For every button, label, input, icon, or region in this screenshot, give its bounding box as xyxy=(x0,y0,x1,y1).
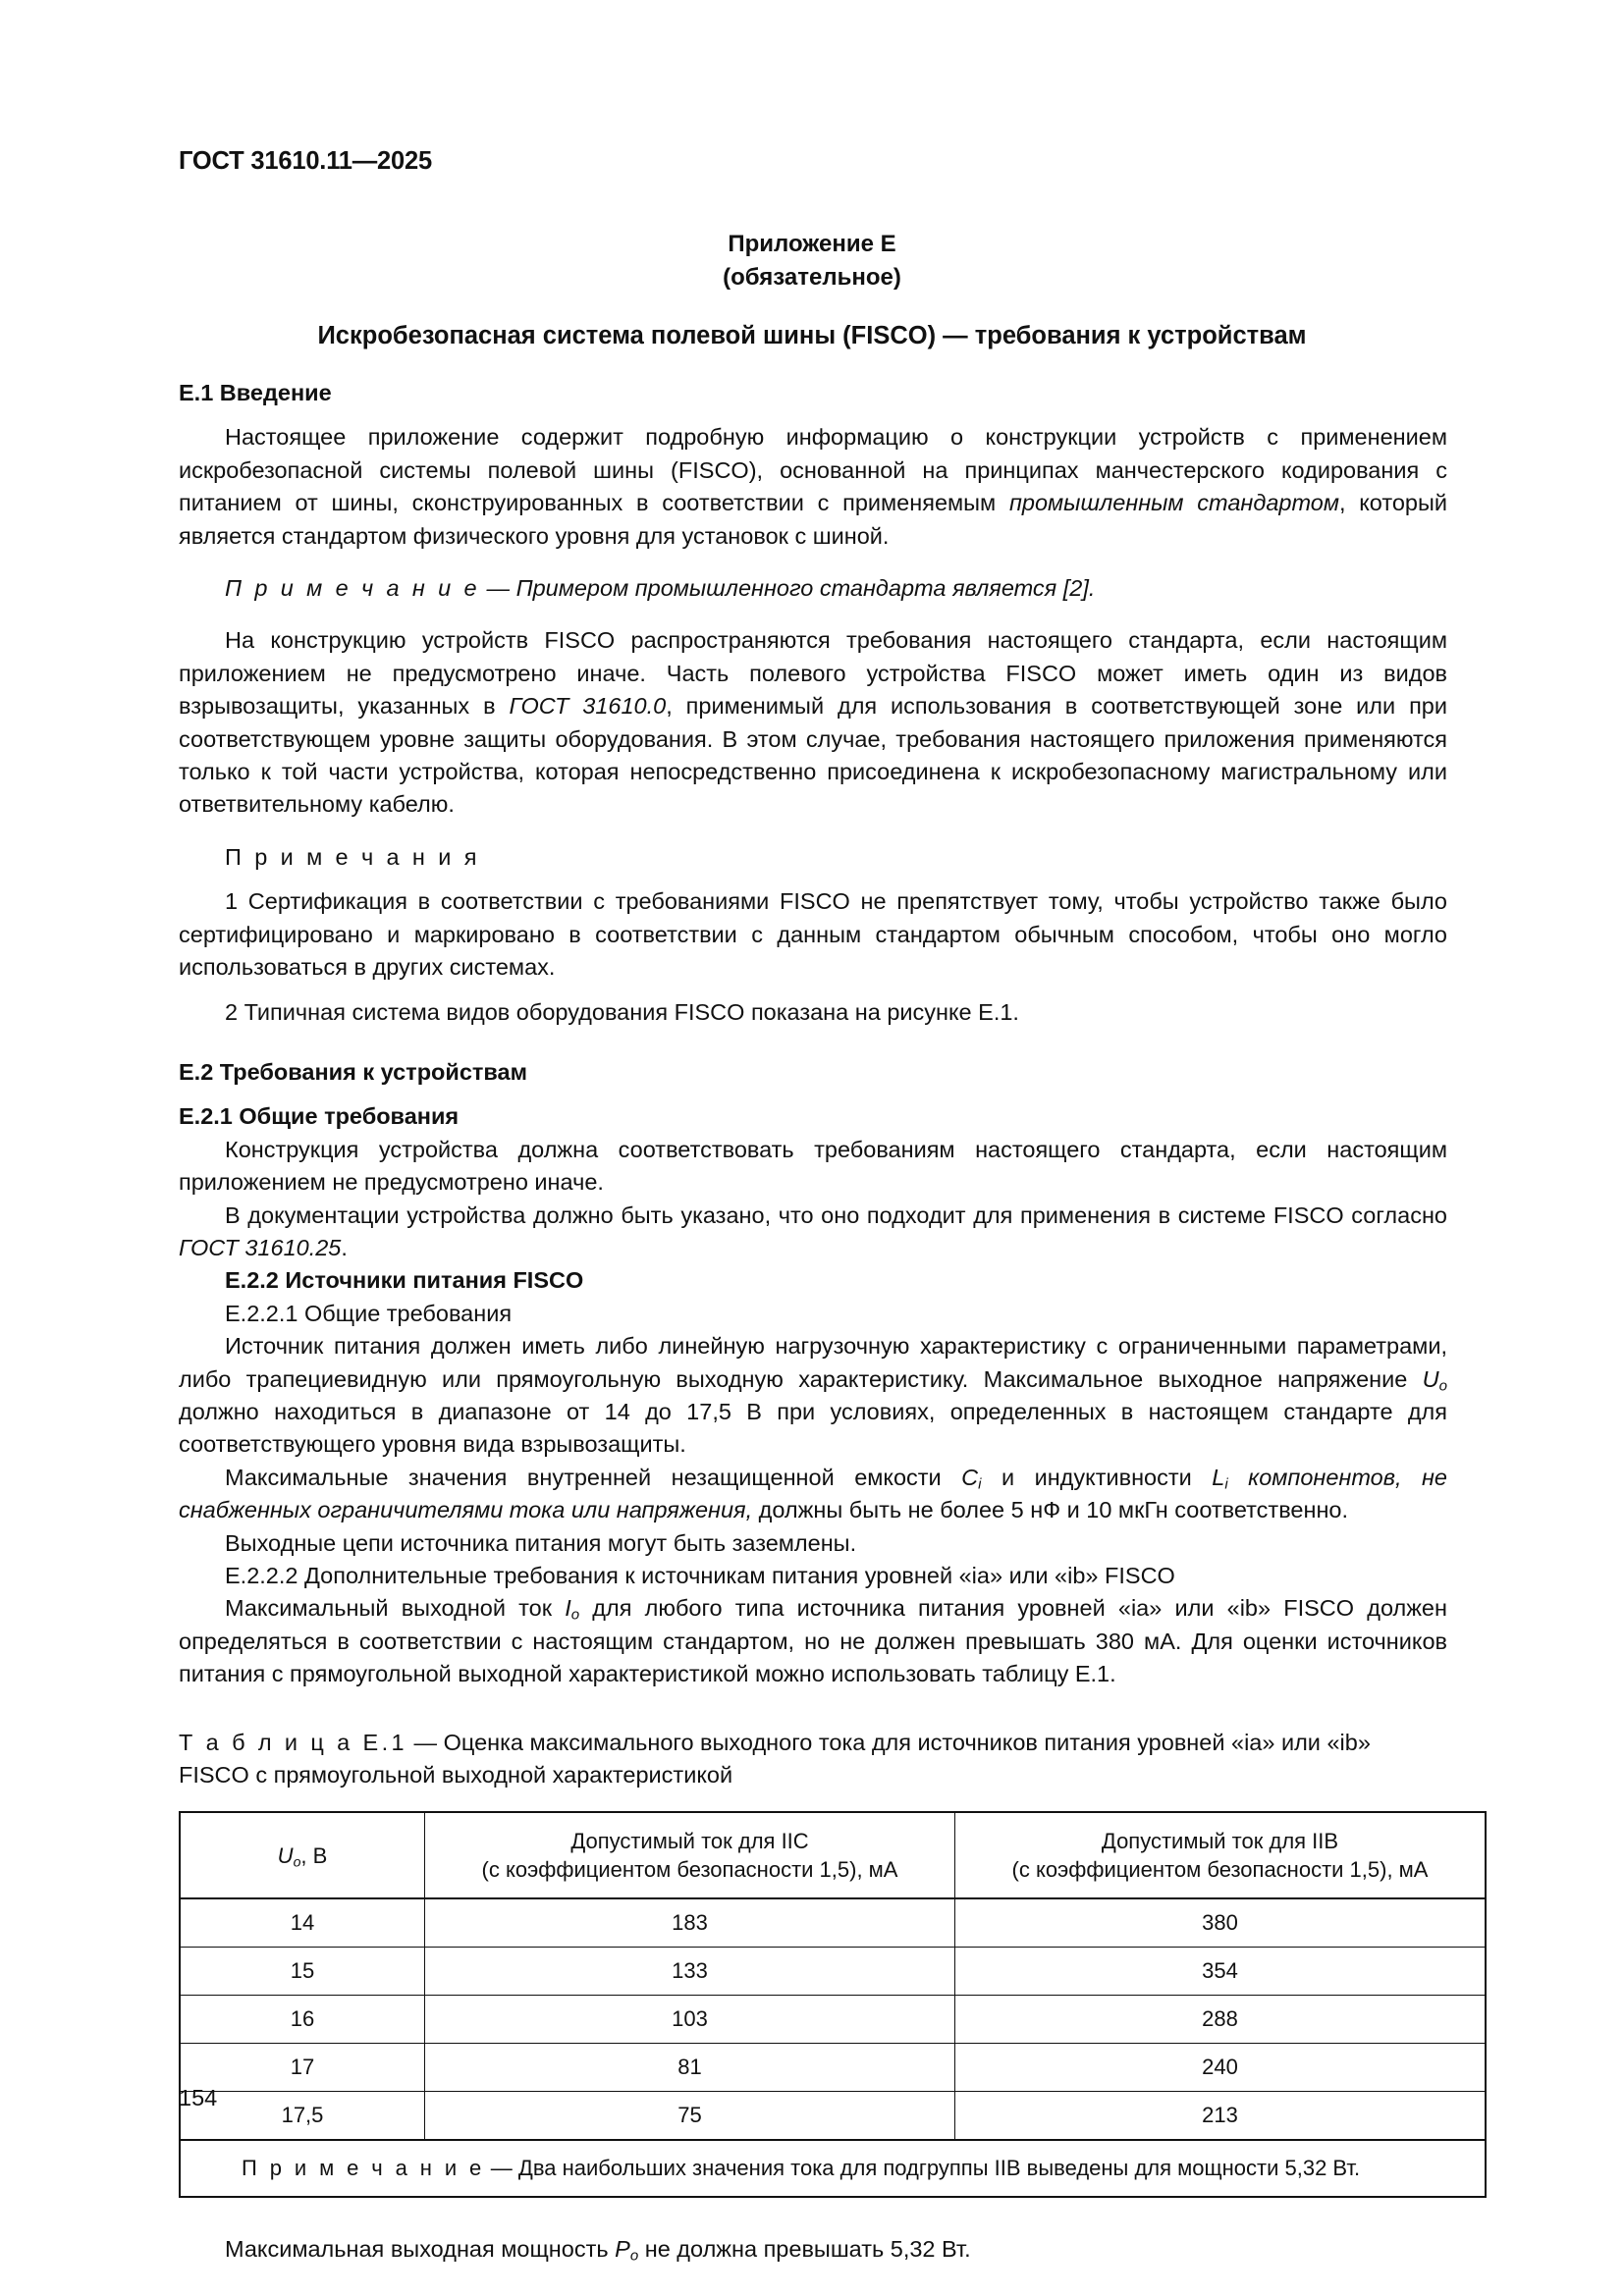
variable-ci: $C_i$ xyxy=(961,1464,982,1493)
text-run: не должна превышать 5,32 Вт. xyxy=(638,2236,971,2263)
heading-e2-2-2: E.2.2.2 Дополнительные требования к источникам питания уровней «ia» или «ib» FISCO xyxy=(225,1563,1175,1588)
cell-iib: 380 xyxy=(955,1898,1487,1948)
cell-uo: 15 xyxy=(180,1948,425,1996)
text-run: , применимый для использования в соответствующей зоне или при соответствующем уровне защиты оборудования. В этом случае, требования настоящего приложения применяются только к той части устройства, которая непосредственно присоединена к искробезопасному магистральному или ответвительному кабелю. xyxy=(179,693,1447,818)
table-caption-text: Оценка максимального выходного тока для источников питания уровней «ia» или «ib» FISCO с прямоугольной выходной характеристикой xyxy=(179,1729,1371,1789)
text-run: Настоящее приложение содержит подробную информацию о конструкции устройств с применением искробезопасной системы полевой шины (FISCO), основанной на принципах манчестерского кодирования с питанием от шины, сконструированных в соответствии с применяемым xyxy=(179,424,1447,516)
variable-io: $I_o$ xyxy=(565,1595,580,1625)
text-run: На конструкцию устройств FISCO распространяются требования настоящего стандарта, если настоящим приложением не предусмотрено иначе. Часть полевого устройства FISCO может иметь один из видов взрывозащиты, указанных в xyxy=(179,627,1447,720)
note-dash: — xyxy=(480,575,516,602)
cell-uo: 16 xyxy=(180,1996,425,2044)
table-row xyxy=(180,1996,1486,2044)
variable-po: $P_o$ xyxy=(615,2236,639,2266)
cell-iib: 288 xyxy=(955,1996,1487,2044)
heading-e2: E.2 Требования к устройствам xyxy=(179,1058,528,1085)
note-item-1: 1 Сертификация в соответствии с требованиями FISCO не препятствует тому, чтобы устройство также было сертифицировано и маркировано в соответствии с данным стандартом обычным способом, чтобы оно могло использоваться в других системах. xyxy=(179,888,1447,981)
note-label: П р и м е ч а н и е xyxy=(225,575,481,602)
text-run: Источник питания должен иметь либо линейную нагрузочную характеристику с ограниченными параметрами, либо трапециевидную или прямоугольную выходную характеристику. Максимальное выходное напряжение xyxy=(179,1333,1447,1392)
note-item-2: 2 Типичная система видов оборудования FISCO показана на рисунке Е.1. xyxy=(225,998,1019,1025)
cell-iic: 183 xyxy=(425,1898,955,1948)
cell-iib: 354 xyxy=(955,1948,1487,1996)
italic-run: ГОСТ 31610.0 xyxy=(509,693,667,720)
paragraph-e2-2-1-p1 xyxy=(179,1330,1447,1462)
cell-iic: 133 xyxy=(425,1948,955,1996)
text-run: и индуктивности xyxy=(981,1464,1213,1490)
text-run: должно находиться в диапазоне от 14 до 17,5 В при условиях, определенных в настоящем стандарте для соответствующего уровня вида взрывозащиты. xyxy=(179,1398,1447,1458)
cell-iic: 81 xyxy=(425,2044,955,2092)
table-header-row xyxy=(180,1812,1486,1898)
table-e1 xyxy=(179,1811,1487,2198)
notes-label xyxy=(179,841,1447,874)
body-content xyxy=(179,377,1447,2267)
cell-uo: 17,5 xyxy=(180,2092,425,2141)
running-head: ГОСТ 31610.11—2025 xyxy=(179,147,432,175)
note-example-standard xyxy=(179,572,1447,605)
table-note-dash: — xyxy=(484,2156,518,2181)
variable-uo: $U_o$ xyxy=(1422,1365,1447,1395)
text-run: Максимальные значения внутренней незащищенной емкости xyxy=(225,1464,962,1490)
cell-iic: 75 xyxy=(425,2092,955,2141)
page-number: 154 xyxy=(179,2085,218,2110)
italic-run: промышленным стандартом xyxy=(1008,490,1339,516)
notes-label-text: П р и м е ч а н и я xyxy=(225,843,480,870)
text-run: В документации устройства должно быть указано, что оно подходит для применения в системе FISCO согласно xyxy=(225,1201,1447,1228)
table-note-text: Два наибольших значения тока для подгруппы IIB выведены для мощности 5,32 Вт. xyxy=(517,2156,1361,2181)
italic-run: ГОСТ 31610.25 xyxy=(179,1234,342,1260)
table-row xyxy=(180,2092,1486,2141)
italic-run: компонентов, не снабженных ограничителями тока или напряжения, xyxy=(179,1464,1448,1523)
table-caption-label: Т а б л и ц а Е.1 xyxy=(179,1729,408,1755)
heading-e1: E.1 Введение xyxy=(179,380,332,405)
annex-label: Приложение Е xyxy=(728,231,896,257)
text-run: Максимальная выходная мощность xyxy=(225,2236,616,2263)
cell-uo: 14 xyxy=(180,1898,425,1948)
annex-heading-block xyxy=(179,228,1445,294)
table-caption-dash: — xyxy=(407,1729,444,1755)
table-row xyxy=(180,1898,1486,1948)
paragraph-e2-1-p2 xyxy=(179,1200,1447,1265)
cell-iic: 103 xyxy=(425,1996,955,2044)
paragraph-e2-2-1-p2 xyxy=(179,1462,1447,1527)
text-run: Максимальный выходной ток xyxy=(225,1595,566,1622)
note-text: Примером промышленного стандарта является [2]. xyxy=(515,575,1096,602)
paragraph-closing-power xyxy=(179,2233,1447,2266)
heading-e2-2-1: E.2.2.1 Общие требования xyxy=(225,1300,513,1326)
text-run: должны быть не более 5 нФ и 10 мкГн соответственно. xyxy=(752,1497,1349,1523)
table-caption xyxy=(179,1727,1447,1792)
header-uo: $U_o$, В xyxy=(180,1812,425,1898)
heading-e2-1: E.2.1 Общие требования xyxy=(179,1103,460,1130)
table-row xyxy=(180,1948,1486,1996)
cell-iib: 240 xyxy=(955,2044,1487,2092)
text-run: для любого типа источника питания уровней «ia» или «ib» FISCO должен определяться в соответствии с настоящим стандартом, но не должен превышать 380 мА. Для оценки источников питания с прямоугольной выходной характеристикой можно использовать таблицу Е.1. xyxy=(179,1595,1447,1687)
cell-uo: 17 xyxy=(180,2044,425,2092)
table-note-cell xyxy=(180,2140,1486,2197)
variable-li: $L_i$ xyxy=(1212,1464,1228,1493)
cell-iib: 213 xyxy=(955,2092,1487,2141)
paragraph-e1-intro xyxy=(179,421,1447,553)
annex-title: Искробезопасная система полевой шины (FISCO) — требования к устройствам xyxy=(317,322,1307,349)
paragraph-e2-1-p1: Конструкция устройства должна соответствовать требованиям настоящего стандарта, если настоящим приложением не предусмотрено иначе. xyxy=(179,1136,1447,1196)
annex-status: (обязательное) xyxy=(723,264,901,291)
table-row xyxy=(180,2044,1486,2092)
text-run: , который является стандартом физического уровня для установок с шиной. xyxy=(179,490,1447,549)
paragraph-e1-scope xyxy=(179,624,1447,821)
table-note-label: П р и м е ч а н и е xyxy=(242,2156,485,2181)
heading-e2-2: E.2.2 Источники питания FISCO xyxy=(225,1267,584,1294)
header-iic: Допустимый ток для IIC (с коэффициентом безопасности 1,5), мА xyxy=(425,1812,955,1898)
table-note-row xyxy=(180,2140,1486,2197)
paragraph-e2-2-1-p3: Выходные цепи источника питания могут быть заземлены. xyxy=(225,1529,857,1556)
paragraph-e2-2-2-p1 xyxy=(179,1592,1447,1690)
header-iib: Допустимый ток для IIB (с коэффициентом безопасности 1,5), мА xyxy=(955,1812,1487,1898)
text-run: . xyxy=(341,1234,348,1260)
